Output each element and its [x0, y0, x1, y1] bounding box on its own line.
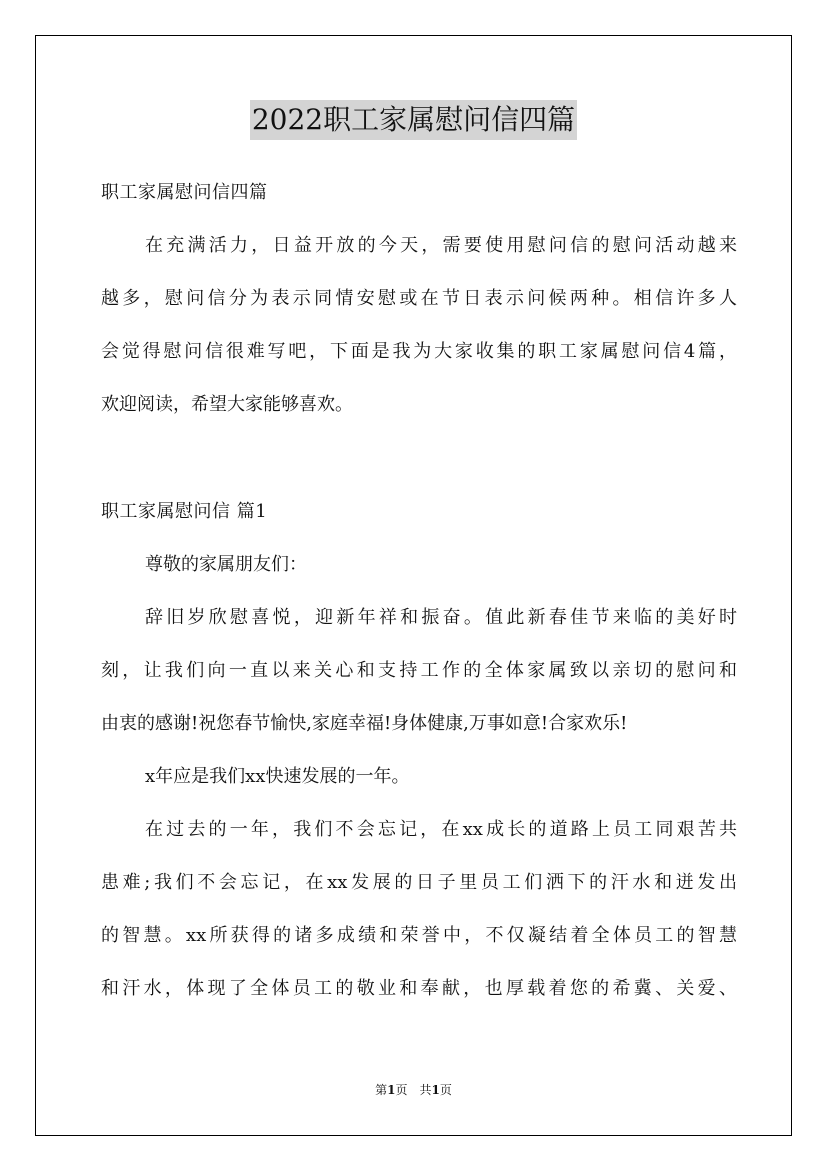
- para1-line-2: 刻，让我们向一直以来关心和支持工作的全体家属致以亲切的慰问和: [101, 660, 737, 681]
- document-body: [101, 170, 737, 1019]
- intro-line-2: 越多，慰问信分为表示同情安慰或在节日表示问候两种。相信许多人: [101, 288, 737, 309]
- salutation: 尊敬的家属朋友们：: [145, 554, 307, 575]
- footer-current-page: 1: [387, 1083, 396, 1097]
- para3-line-4: 和汗水，体现了全体员工的敬业和奉献，也厚载着您的希冀、关爱、: [101, 978, 737, 999]
- para1-line-3: 由衷的感谢!祝您春节愉快,家庭幸福!身体健康,万事如意!合家欢乐!: [101, 713, 628, 734]
- document-title: [0, 100, 827, 140]
- intro-line-3: 会觉得慰问信很难写吧，下面是我为大家收集的职工家属慰问信4篇，: [101, 341, 737, 362]
- paragraph-gap: [101, 435, 737, 489]
- document-title-text: 2022职工家属慰问信四篇: [250, 100, 577, 140]
- footer-mid: 页 共: [395, 1083, 432, 1097]
- footer-suffix: 页: [439, 1083, 452, 1097]
- footer-prefix: 第: [375, 1083, 388, 1097]
- para3-line-1: 在过去的一年，我们不会忘记，在xx成长的道路上员工同艰苦共: [145, 819, 737, 840]
- footer-total-pages: 1: [431, 1083, 440, 1097]
- para3-line-2: 患难;我们不会忘记，在xx发展的日子里员工们洒下的汗水和迸发出: [101, 872, 737, 893]
- para2-line: x年应是我们xx快速发展的一年。: [145, 766, 410, 787]
- section-heading: 职工家属慰问信 篇1: [101, 501, 268, 522]
- para3-line-3: 的智慧。xx所获得的诸多成绩和荣誉中，不仅凝结着全体员工的智慧: [101, 925, 737, 946]
- intro-line-1: 在充满活力，日益开放的今天，需要使用慰问信的慰问活动越来: [145, 235, 737, 256]
- subtitle: 职工家属慰问信四篇: [101, 182, 268, 203]
- intro-line-4: 欢迎阅读，希望大家能够喜欢。: [101, 394, 353, 415]
- para1-line-1: 辞旧岁欣慰喜悦，迎新年祥和振奋。值此新春佳节来临的美好时: [145, 607, 737, 628]
- page-number-footer: [0, 1082, 827, 1098]
